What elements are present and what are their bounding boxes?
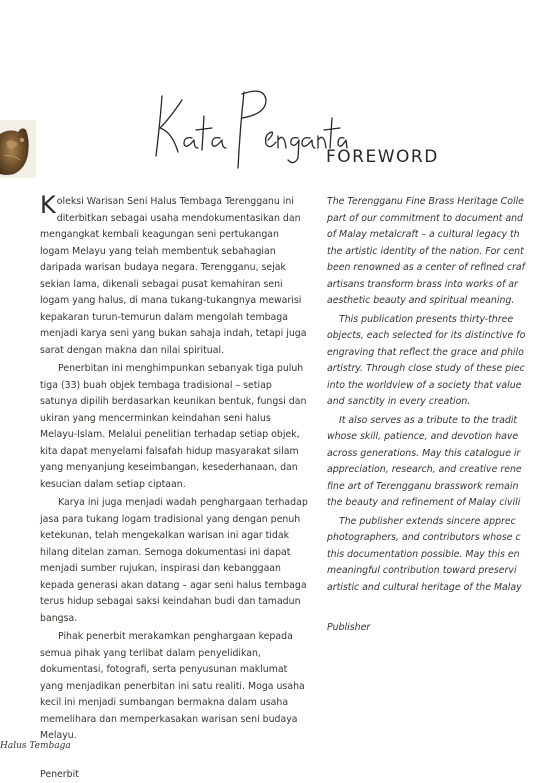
english-line: objects, each selected for its distinctive fo (327, 330, 525, 341)
english-line: appreciation, research, and creative rene (327, 464, 522, 475)
malay-column (40, 194, 308, 783)
english-line: It also serves as a tribute to the tradit (339, 415, 517, 426)
english-line: artistry. Through close study of these piec (327, 363, 525, 374)
english-column (327, 194, 547, 637)
foreword-heading: FOREWORD (326, 147, 439, 167)
english-line: The publisher extends sincere apprec (339, 516, 516, 527)
english-line: The Terengganu Fine Brass Heritage Colle (327, 196, 524, 207)
english-paragraph-4 (327, 514, 547, 597)
malay-paragraph-4: Pihak penerbit merakamkan penghargaan kepada semua pihak yang terlibat dalam penyelidikan, dokumentasi, fotografi, serta penyusunan maklumat yang menjadikan penerbitan ini satu realiti. Moga usaha kecil ini menjadi sumbangan bermakna dalam usaha memelihara dan memperkasakan warisan seni budaya Melayu. (40, 629, 308, 745)
english-line: photographers, and contributors whose c (327, 532, 521, 543)
english-line: aesthetic beauty and spiritual meaning. (327, 295, 514, 306)
english-line: This publication presents thirty-three (339, 314, 513, 325)
script-title (148, 78, 348, 173)
malay-paragraph-1-text: oleksi Warisan Seni Halus Tembaga Terengganu ini diterbitkan sebagai usaha mendokumentasikan dan mengangkat kembali keagungan seni pertukangan logam Melayu yang telah membentuk sebahagian daripada warisan budaya negara. Terengganu, sejak sekian lama, dikenali sebagai pusat kemahiran seni logam yang halus, di mana tukang-tukangnya mewarisi kepakaran turun-temurun dalam mengolah tembaga menjadi karya seni yang bukan sahaja indah, tetapi juga sarat dengan makna dan nilai spiritual. (40, 196, 306, 356)
english-line: been renowned as a center of refined craf (327, 262, 525, 273)
english-publisher-signoff: Publisher (327, 620, 547, 637)
english-line: and sanctity in every creation. (327, 396, 470, 407)
english-line: the beauty and refinement of Malay civili (327, 497, 520, 508)
english-paragraph-2 (327, 312, 547, 411)
english-line: into the worldview of a society that value (327, 380, 521, 391)
english-paragraph-1 (327, 194, 547, 310)
malay-paragraph-1 (40, 194, 308, 359)
english-line: the artistic identity of the nation. For cent (327, 246, 524, 257)
english-line: across generations. May this catalogue ir (327, 448, 520, 459)
script-title-lettering (148, 78, 348, 173)
english-line: fine art of Terengganu brasswork remain (327, 481, 518, 492)
english-line: part of our commitment to document and (327, 213, 523, 224)
english-line: artistic and cultural heritage of the Malay (327, 582, 522, 593)
english-line: artisans transform brass into works of ar (327, 279, 518, 290)
english-line: of Malay metalcraft – a cultural legacy th (327, 229, 520, 240)
english-line: whose skill, patience, and devotion have (327, 431, 518, 442)
malay-paragraph-3: Karya ini juga menjadi wadah penghargaan terhadap jasa para tukang logam tradisional yang dengan penuh ketekunan, telah mengekalkan warisan ini agar tidak hilang ditelan zaman. Semoga dokumentasi ini dapat menjadi sumber rujukan, inspirasi dan kebanggaan kepada generasi akan datang – agar seni halus tembaga terus hidup sebagai saksi keindahan budi dan tamadun bangsa. (40, 495, 308, 627)
footer-running-title: Halus Tembaga (0, 741, 71, 751)
english-line: engraving that reflect the grace and philo (327, 347, 524, 358)
brass-object-image (0, 120, 36, 178)
malay-publisher-signoff: Penerbit (40, 767, 308, 783)
english-paragraph-3 (327, 413, 547, 512)
english-line: this documentation possible. May this en (327, 549, 520, 560)
dropcap-letter: K (40, 194, 56, 216)
english-line: meaningful contribution toward preservi (327, 565, 517, 576)
malay-paragraph-2: Penerbitan ini menghimpunkan sebanyak tiga puluh tiga (33) buah objek tembaga tradisional – setiap satunya dipilih berdasarkan keunikan bentuk, fungsi dan ukiran yang mencerminkan keindahan seni halus Melayu-Islam. Melalui penelitian terhadap setiap objek, kita dapat menyelami falsafah hidup masyarakat silam yang menyanjung keseimbangan, kesederhanaan, dan kesucian dalam setiap ciptaan. (40, 361, 308, 493)
